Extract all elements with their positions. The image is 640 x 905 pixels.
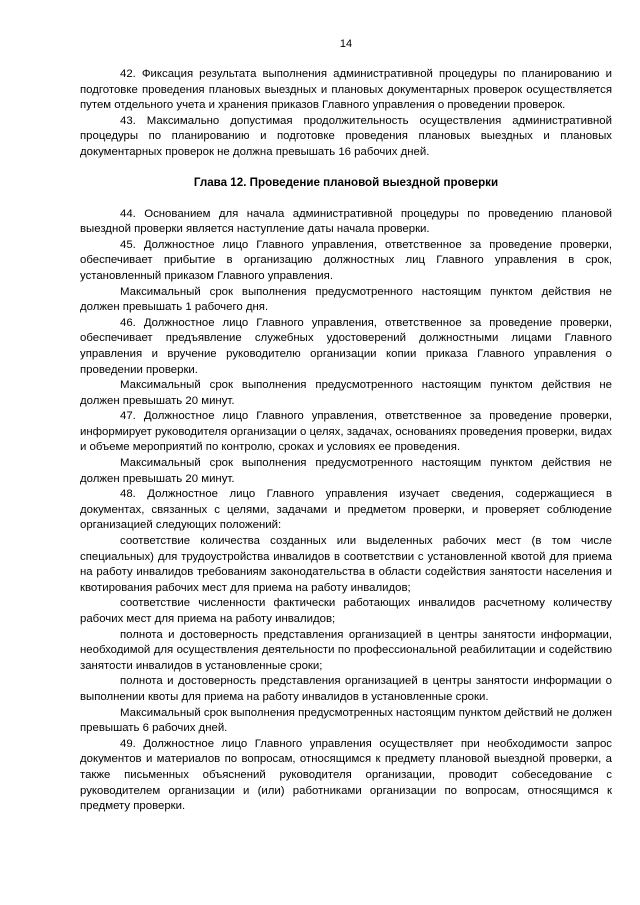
paragraph-43: 43. Максимально допустимая продолжительность осуществления административной процедуры по планированию и подготовке проведения плановых выездных и плановых документарных проверок не должна превышать 16 рабочих дней.	[80, 114, 612, 158]
paragraph-44: 44. Основанием для начала административной процедуры по проведению плановой выездной проверки является наступление даты начала проверки.	[80, 207, 612, 236]
paragraph-48: 48. Должностное лицо Главного управления изучает сведения, содержащиеся в документах, связанных с целями, задачами и предметом проверки, и проверяет соблюдение организацией следующих положений:	[80, 488, 612, 532]
page-number: 14	[339, 38, 353, 50]
chapter-title: Глава 12. Проведение плановой выездной проверки	[193, 175, 499, 189]
paragraph-46: 46. Должностное лицо Главного управления, ответственное за проведение проверки, обеспечивает предъявление служебных удостоверений должностными лицами Главного управления и вручение руководителю организации копии приказа Главного управления о проведении проверки.	[80, 316, 612, 376]
paragraph-42: 42. Фиксация результата выполнения административной процедуры по планированию и подготовке проведения плановых выездных и плановых документарных проверок осуществляется путем отдельного учета и хранения приказов Главного управления о проведении проверок.	[80, 68, 612, 112]
paragraph-46-deadline: Максимальный срок выполнения предусмотренного настоящим пунктом действия не должен превышать 20 минут.	[80, 379, 612, 407]
document-page	[80, 38, 612, 815]
paragraph-47: 47. Должностное лицо Главного управления, ответственное за проведение проверки, информирует руководителя организации о целях, задачах, основаниях проведения проверки, видах и объеме мероприятий по контролю, сроках и условиях ее проведения.	[80, 410, 612, 454]
paragraph-45: 45. Должностное лицо Главного управления, ответственное за проведение проверки, обеспечивает прибытие в организацию должностных лиц Главного управления в срок, установленный приказом Главного управления.	[80, 238, 612, 282]
paragraph-48-item-2: соответствие численности фактически работающих инвалидов расчетному количеству рабочих мест для приема на работу инвалидов;	[80, 597, 612, 625]
paragraph-48-item-3: полнота и достоверность представления организацией в центры занятости информации, необходимой для осуществления деятельности по профессиональной реабилитации и содействию занятости инвалидов в установленные сроки;	[80, 628, 612, 672]
paragraph-48-item-4: полнота и достоверность представления организацией в центры занятости информации о выполнении квоты для приема на работу инвалидов в установленные сроки.	[80, 675, 612, 703]
section-chapter-12	[80, 207, 612, 815]
paragraph-47-deadline: Максимальный срок выполнения предусмотренного настоящим пунктом действия не должен превышать 20 минут.	[80, 457, 612, 485]
section-before-chapter	[80, 67, 612, 161]
paragraph-49: 49. Должностное лицо Главного управления осуществляет при необходимости запрос документов и материалов по вопросам, относящимся к предмету плановой выездной проверки, а также письменных объяснений руководителя организации, проводит собеседование с руководителем организации и (или) работниками организации по вопросам, относящимся к предмету проверки.	[80, 737, 612, 813]
paragraph-48-item-1: соответствие количества созданных или выделенных рабочих мест (в том числе специальных) для трудоустройства инвалидов в соответствии с установленной квотой для приема на работу инвалидов требованиям законодательства в области содействия занятости населения и квотирования рабочих мест для приема на работу инвалидов;	[80, 535, 612, 594]
paragraph-45-deadline: Максимальный срок выполнения предусмотренного настоящим пунктом действия не должен превышать 1 рабочего дня.	[80, 285, 612, 314]
paragraph-48-deadline: Максимальный срок выполнения предусмотренных настоящим пунктом действий не должен превышать 6 рабочих дней.	[80, 706, 612, 735]
